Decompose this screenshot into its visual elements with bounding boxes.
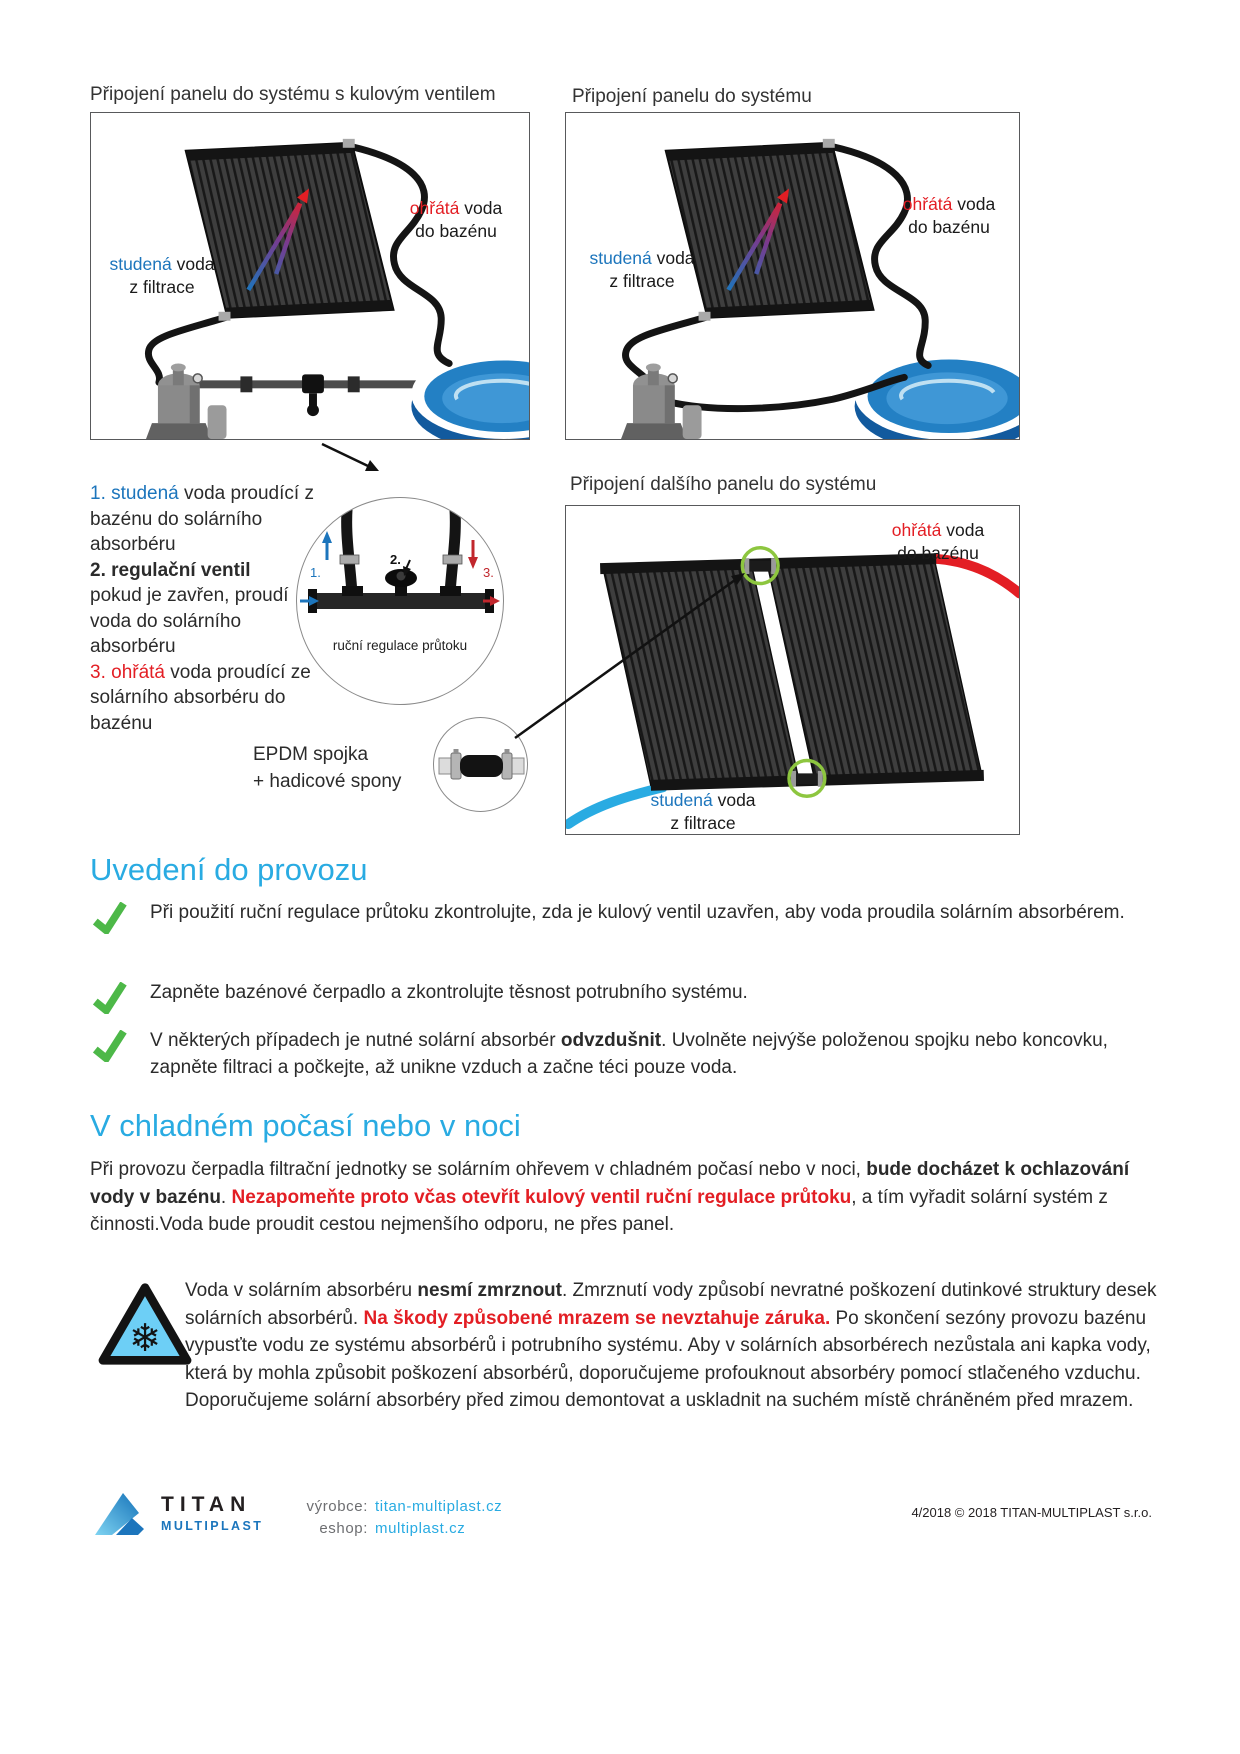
frost-warning-icon (95, 1280, 195, 1368)
label-hot-rest: voda (941, 520, 985, 540)
label-cold-rest: voda (171, 254, 215, 274)
legend-1-rest: voda proudící z bazénu do solárního absorbéru (90, 483, 314, 555)
epdm-label-line2: + hadicové spony (253, 771, 402, 792)
brand-name-multiplast: MULTIPLAST (161, 1519, 264, 1533)
label-cold-line2: z filtrace (129, 276, 195, 297)
valve-number-2: 2. (390, 552, 401, 567)
label-hot-line2: do bazénu (897, 542, 979, 563)
startup-item-2: Zapněte bazénové čerpadlo a zkontrolujte těsnost potrubního systému. (150, 982, 748, 1003)
producer-link[interactable]: titan-multiplast.cz (375, 1498, 503, 1515)
checkmark-icon (92, 982, 128, 1014)
label-hot-water (863, 519, 1013, 565)
eshop-row (292, 1518, 502, 1540)
label-cold-line2: z filtrace (670, 812, 736, 833)
valve-caption: ruční regulace průtoku (332, 638, 468, 653)
checklist-item (92, 900, 1155, 934)
valve-number-1: 1. (310, 565, 321, 580)
epdm-label-line1: EPDM spojka (253, 744, 369, 765)
diagram-panel-with-ball-valve (90, 112, 530, 440)
brand-text (161, 1493, 263, 1533)
cold-p5: , a tím vyřadit solární systém z činnosti.Voda bude proudit cestou nejmenšího odporu, ne přes panel. (90, 1186, 1108, 1236)
startup-item-1: Při použití ruční regulace průtoku zkontrolujte, zda je kulový ventil uzavřen, aby voda proudila solárním absorbérem. (150, 902, 1125, 923)
eshop-link[interactable]: multiplast.cz (375, 1520, 466, 1537)
label-cold-word: studená (650, 790, 713, 810)
diagram1-title: Připojení panelu do systému s kulovým ventilem (90, 84, 496, 105)
label-cold-rest: voda (712, 790, 756, 810)
diagram3-title: Připojení dalšího panelu do systému (570, 474, 877, 495)
label-cold-water (623, 789, 783, 835)
cold-p4: Nezapomeňte proto včas otevřít kulový ventil ruční regulace průtoku (231, 1186, 852, 1208)
cold-weather-paragraph (90, 1156, 1158, 1239)
legend-item-2 (90, 558, 326, 660)
valve-detail-illustration (297, 498, 504, 705)
legend-3-colored: 3. ohřátá (90, 661, 165, 683)
section-title-startup: Uvedení do provozu (90, 852, 368, 887)
diagram-additional-panel (565, 505, 1020, 835)
label-hot-rest: voda (952, 194, 996, 214)
eshop-label: eshop: (319, 1520, 368, 1537)
label-hot-line2: do bazénu (415, 220, 497, 241)
frost-p3: . Zmrznutí vody způsobí nevratné poškození dutinkové struktury desek solárních absorbérů. (185, 1280, 1157, 1329)
label-hot-word: ohřátá (409, 198, 460, 218)
producer-row (292, 1496, 502, 1518)
producer-label: výrobce: (306, 1498, 368, 1515)
legend-3-rest: voda proudící ze solárního absorbéru do bazénu (90, 661, 311, 734)
valve-number-3: 3. (483, 565, 494, 580)
startup-item-3a: V některých případech je nutné solární absorbér (150, 1030, 561, 1051)
label-hot-word: ohřátá (902, 194, 953, 214)
flow-legend (90, 481, 326, 736)
valve-detail-circle (296, 497, 504, 705)
label-cold-word: studená (589, 248, 652, 268)
frost-p4: Na škody způsobené mrazem se nevztahuje záruka. (363, 1307, 831, 1329)
startup-item-3b: odvzdušnit (560, 1030, 662, 1051)
frost-p5: Po skončení sezóny provozu bazénu vypusťte vodu ze systému absorbérů i potrubního systému. Aby v solárních absorbérech nezůstala ani kapka vody, která by mohla způsobit poškození absorbérů, doporučujeme profouknout absorbéry pomocí stlačeného vzduchu. Doporučujeme solární absorbéry před zimou demontovat a uskladnit na suchém místě chráněném před mrazem. (185, 1307, 1151, 1412)
frost-warning-paragraph (185, 1277, 1165, 1415)
label-cold-line2: z filtrace (609, 270, 675, 291)
label-hot-water (879, 193, 1019, 239)
brand-name-titan: TITAN (161, 1493, 252, 1516)
label-hot-word: ohřátá (891, 520, 942, 540)
frost-p1: Voda v solárním absorbéru (185, 1280, 418, 1301)
diagram-panel-basic (565, 112, 1020, 440)
cold-p3: . (220, 1186, 232, 1208)
label-cold-water (97, 253, 227, 299)
footer-links (292, 1496, 502, 1540)
label-cold-word: studená (109, 254, 172, 274)
checkmark-icon (92, 902, 128, 934)
frost-p2: nesmí zmrznout (417, 1280, 562, 1301)
legend-1-colored: 1. studená (90, 483, 179, 504)
label-hot-rest: voda (459, 198, 503, 218)
copyright-notice: 4/2018 © 2018 TITAN-MULTIPLAST s.r.o. (911, 1505, 1152, 1520)
checkmark-icon (92, 1030, 128, 1062)
titan-multiplast-logo (94, 1490, 263, 1536)
label-hot-line2: do bazénu (908, 216, 990, 237)
label-cold-rest: voda (651, 248, 695, 268)
legend-item-1 (90, 481, 326, 558)
cold-p1: Při provozu čerpadla filtrační jednotky se solárním ohřevem v chladném počasí nebo v noci, (90, 1159, 867, 1180)
cold-p2: bude docházet k ochlazování vody v bazénu (90, 1159, 1130, 1208)
label-cold-water (579, 247, 705, 293)
startup-item-3c: . Uvolněte nejvýše položenou spojku nebo koncovku, zapněte filtraci a počkejte, až unikne vzduch a začne téci pouze voda. (150, 1030, 1108, 1078)
titan-logo-mark-icon (94, 1490, 150, 1536)
snowflake-icon: ❄ (128, 1315, 162, 1361)
epdm-label (253, 741, 401, 795)
legend-item-3 (90, 660, 326, 737)
legend-2-bold: 2. regulační ventil (90, 559, 251, 581)
epdm-coupling-illustration (434, 718, 528, 812)
diagram2-title: Připojení panelu do systému (572, 86, 812, 107)
label-hot-water (386, 197, 526, 243)
checklist-item (92, 1028, 1155, 1082)
epdm-detail-circle (433, 717, 528, 812)
legend-2-rest: pokud je zavřen, proudí voda do solárního absorbéru (90, 585, 289, 657)
section-title-cold-weather: V chladném počasí nebo v noci (90, 1108, 521, 1143)
checklist-item (92, 980, 1155, 1014)
startup-item-3 (150, 1028, 1155, 1082)
